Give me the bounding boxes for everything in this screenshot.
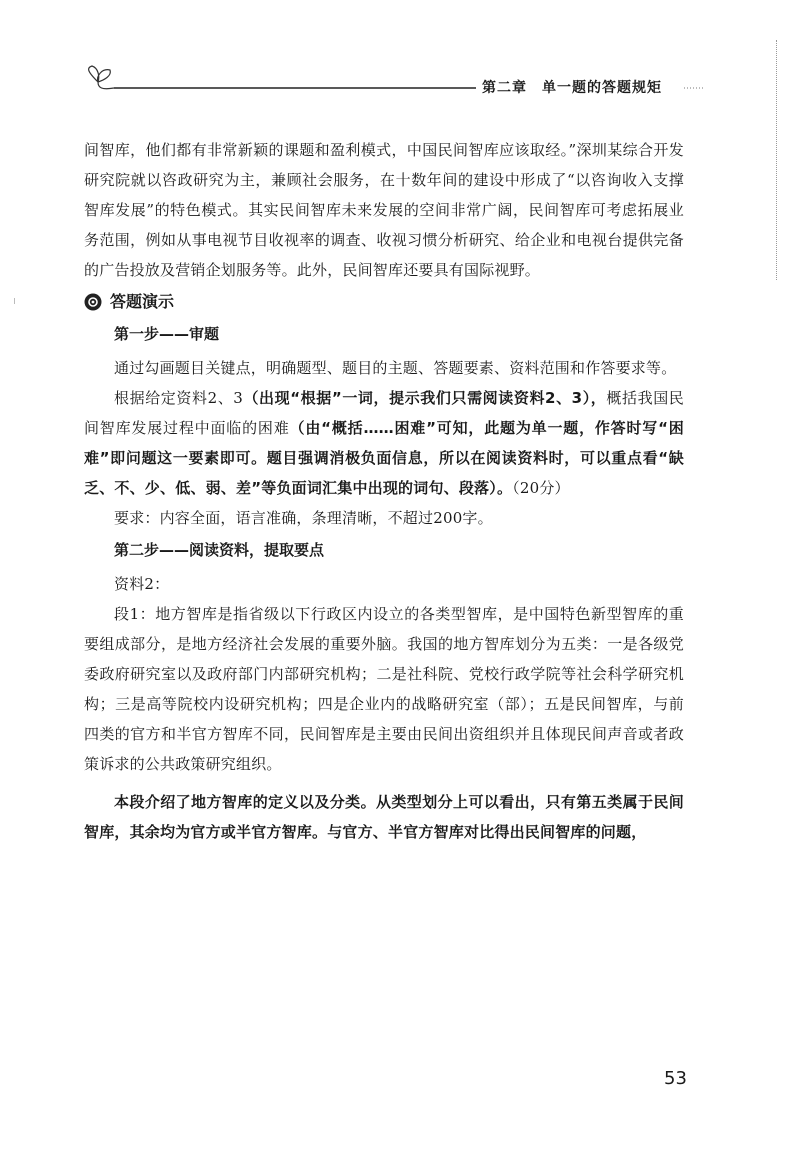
requirement-text: 要求：内容全面，语言准确，条理清晰，不超过200字。 (114, 509, 493, 527)
section-heading (84, 287, 684, 317)
sprout-icon (89, 66, 111, 82)
step1-title: 第一步——审题 (114, 325, 220, 343)
material-paragraph-1: 段1：地方智库是指省级以下行政区内设立的各类型智库，是中国特色新型智库的重要组成部分，是地方经济社会发展的重要外脑。我国的地方智库划分为五类：一是各级党委政府研究室以及政府部门内部研究机构；二是社科院、党校行政学院等社会科学研究机构；三是高等院校内设研究机构；四是企业内的战略研究室（部）；五是民间智库，与前四类的官方和半官方智库不同，民间智库是主要由民间出资组织并且体现民间声音或者政策诉求的公共政策研究组织。 (84, 605, 684, 773)
section-title: 答题演示 (110, 292, 175, 311)
step2-title: 第二步——阅读资料，提取要点 (114, 541, 325, 559)
question-note-2: （由“概括……困难”可知，此题为单一题，作答时写“困难”即问题这一要素即可。题目强调消极负面信息，所以在阅读资料时，可以重点看“缺乏、不、少、低、弱、差”等负面词汇集中出现的词句、段落）。 (84, 419, 684, 497)
scan-margin-mark (14, 298, 21, 304)
step1-description: 通过勾画题目关键点，明确题型、题目的主题、答题要素、资料范围和作答要求等。 (114, 359, 677, 377)
material-label: 资料2： (114, 575, 170, 593)
page-body (84, 135, 684, 847)
running-header (84, 62, 704, 102)
question-text (84, 383, 684, 503)
intro-paragraph: 间智库，他们都有非常新颖的课题和盈利模式，中国民间智库应该取经。”深圳某综合开发研究院就以咨政研究为主，兼顾社会服务，在十数年间的建设中形成了“以咨询收入支撑智库发展”的特色模式。其实民间智库未来发展的空间非常广阔，民间智库可考虑拓展业务范围，例如从事电视节目收视率的调查、收视习惯分析研究、给企业和电视台提供完备的广告投放及营销企划服务等。此外，民间智库还要具有国际视野。 (84, 141, 684, 279)
gear-bullet-icon (84, 293, 102, 311)
question-note-1: （出现“根据”一词，提示我们只需阅读资料2、3）， (243, 389, 607, 407)
page-number: 53 (664, 1068, 687, 1089)
question-score: （20分） (512, 479, 570, 497)
question-part-1: 根据给定资料2、3 (114, 389, 244, 407)
question-part-2: 概括我国民间智库发展过程中面临的困难 (84, 389, 684, 437)
analysis-paragraph: 本段介绍了地方智库的定义以及分类。从类型划分上可以看出，只有第五类属于民间智库，其余均为官方或半官方智库。与官方、半官方智库对比得出民间智库的问题， (84, 793, 684, 841)
scan-margin-dots (776, 40, 781, 280)
chapter-title: 第二章 单一题的答题规矩 (476, 77, 668, 97)
